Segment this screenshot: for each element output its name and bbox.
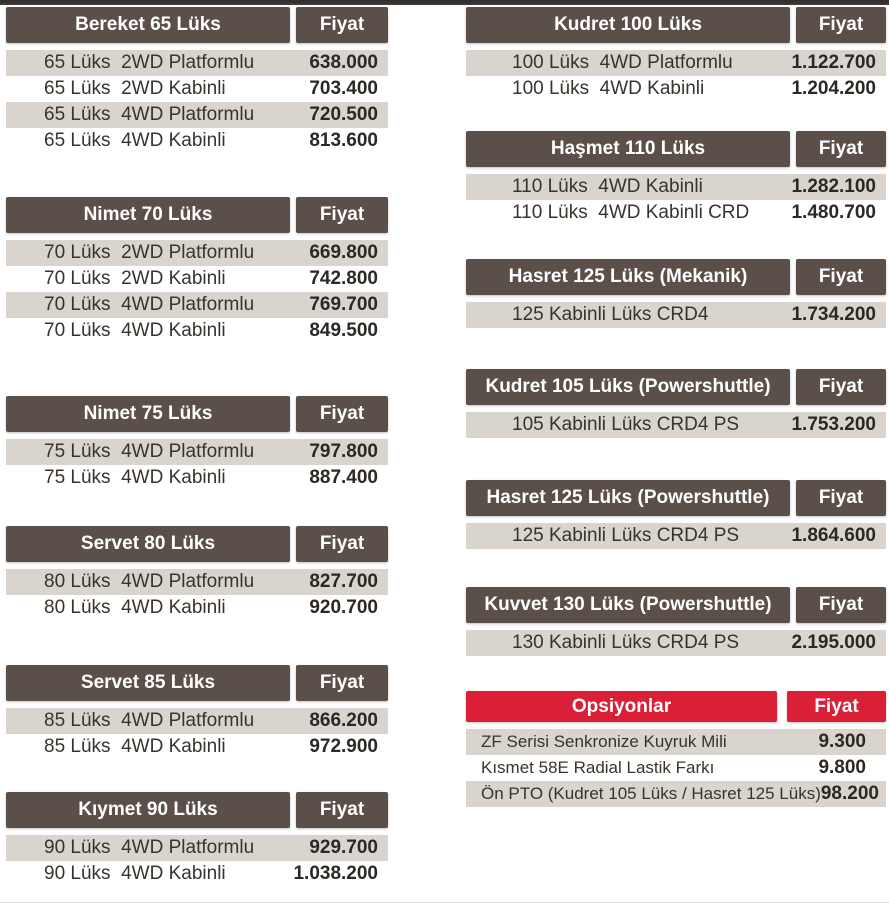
left-column <box>6 7 388 887</box>
price-row <box>6 292 388 318</box>
page-top-edge <box>0 0 889 5</box>
variant-name: 65 Lüks 4WD Platformlu <box>44 104 255 125</box>
variant-price: 669.800 <box>309 242 378 263</box>
price-row <box>466 302 886 328</box>
price-row <box>6 128 388 154</box>
price-row <box>6 318 388 344</box>
table-header <box>6 526 388 562</box>
price-table-servet-80 <box>6 526 388 621</box>
variant-name: 130 Kabinli Lüks CRD4 PS <box>512 632 740 653</box>
table-header <box>6 665 388 701</box>
variant-name: 110 Lüks 4WD Kabinli CRD <box>512 202 750 223</box>
variant-price: 929.700 <box>309 837 378 858</box>
table-header <box>466 480 886 516</box>
price-row <box>466 729 886 755</box>
variant-name: 70 Lüks 2WD Platformlu <box>44 242 255 263</box>
price-row <box>6 439 388 465</box>
table-title: Kudret 100 Lüks <box>466 7 790 43</box>
table-title: Bereket 65 Lüks <box>6 7 290 43</box>
price-row <box>466 412 886 438</box>
price-column-header: Fiyat <box>796 259 886 295</box>
variant-name: 70 Lüks 2WD Kabinli <box>44 268 226 289</box>
table-title: Hasret 125 Lüks (Mekanik) <box>466 259 790 295</box>
price-column-header: Fiyat <box>796 7 886 43</box>
variant-name: 100 Lüks 4WD Platformlu <box>512 52 733 73</box>
variant-price: 849.500 <box>309 320 378 341</box>
table-header <box>466 259 886 295</box>
variant-price: 769.700 <box>309 294 378 315</box>
variant-price: 720.500 <box>309 104 378 125</box>
variant-price: 1.734.200 <box>791 304 876 325</box>
variant-name: 85 Lüks 4WD Platformlu <box>44 710 255 731</box>
price-row <box>466 523 886 549</box>
table-title: Servet 80 Lüks <box>6 526 290 562</box>
table-title: Hasret 125 Lüks (Powershuttle) <box>466 480 790 516</box>
price-row <box>6 76 388 102</box>
price-table-hasmet-110 <box>466 131 886 226</box>
variant-name: 75 Lüks 4WD Platformlu <box>44 441 255 462</box>
variant-name: Ön PTO (Kudret 105 Lüks / Hasret 125 Lüks) <box>481 784 821 803</box>
price-column-header: Fiyat <box>296 197 388 233</box>
table-rows <box>6 439 388 491</box>
variant-price: 1.204.200 <box>791 78 876 99</box>
price-table-kuvvet-130-powershuttle <box>466 587 886 656</box>
variant-price: 742.800 <box>309 268 378 289</box>
table-header <box>6 792 388 828</box>
price-column-header: Fiyat <box>296 665 388 701</box>
variant-name: 125 Kabinli Lüks CRD4 <box>512 304 709 325</box>
variant-price: 703.400 <box>309 78 378 99</box>
price-column-header: Fiyat <box>296 7 388 43</box>
variant-price: 9.300 <box>818 731 866 752</box>
price-table-kudret-100 <box>466 7 886 102</box>
price-row <box>6 595 388 621</box>
variant-name: 65 Lüks 2WD Kabinli <box>44 78 226 99</box>
table-rows <box>466 50 886 102</box>
table-rows <box>466 630 886 656</box>
price-table-hasret-125-powershuttle <box>466 480 886 549</box>
variant-name: 65 Lüks 2WD Platformlu <box>44 52 255 73</box>
variant-name: 105 Kabinli Lüks CRD4 PS <box>512 414 740 435</box>
table-header <box>466 691 886 722</box>
table-title: Kudret 105 Lüks (Powershuttle) <box>466 369 790 405</box>
price-row <box>6 569 388 595</box>
table-title: Servet 85 Lüks <box>6 665 290 701</box>
variant-price: 1.038.200 <box>293 863 378 884</box>
variant-price: 972.900 <box>309 736 378 757</box>
variant-price: 827.700 <box>309 571 378 592</box>
table-title: Kıymet 90 Lüks <box>6 792 290 828</box>
price-table-kiymet-90 <box>6 792 388 887</box>
right-column <box>466 7 886 807</box>
variant-name: 90 Lüks 4WD Platformlu <box>44 837 255 858</box>
table-rows <box>466 302 886 328</box>
table-title: Haşmet 110 Lüks <box>466 131 790 167</box>
variant-price: 98.200 <box>820 783 879 804</box>
table-rows <box>466 729 886 807</box>
variant-price: 1.282.100 <box>791 176 876 197</box>
variant-price: 920.700 <box>309 597 378 618</box>
price-column-header: Fiyat <box>796 587 886 623</box>
variant-price: 638.000 <box>309 52 378 73</box>
table-rows <box>6 708 388 760</box>
price-row <box>466 50 886 76</box>
table-header <box>466 7 886 43</box>
variant-name: 75 Lüks 4WD Kabinli <box>44 467 226 488</box>
price-row <box>6 50 388 76</box>
variant-name: Kısmet 58E Radial Lastik Farkı <box>481 758 715 777</box>
table-title: Opsiyonlar <box>466 691 777 722</box>
variant-name: 100 Lüks 4WD Kabinli <box>512 78 705 99</box>
variant-name: 70 Lüks 4WD Platformlu <box>44 294 255 315</box>
variant-name: 80 Lüks 4WD Platformlu <box>44 571 255 592</box>
table-rows <box>6 569 388 621</box>
price-table-servet-85 <box>6 665 388 760</box>
price-row <box>6 835 388 861</box>
price-table-nimet-70 <box>6 197 388 344</box>
price-table-kudret-105-powershuttle <box>466 369 886 438</box>
table-title: Nimet 70 Lüks <box>6 197 290 233</box>
table-header <box>6 197 388 233</box>
variant-price: 1.480.700 <box>791 202 876 223</box>
price-row <box>466 174 886 200</box>
price-row <box>6 861 388 887</box>
variant-price: 1.122.700 <box>791 52 876 73</box>
price-row <box>6 465 388 491</box>
price-row <box>6 266 388 292</box>
price-column-header: Fiyat <box>296 396 388 432</box>
table-rows <box>466 412 886 438</box>
variant-price: 1.864.600 <box>791 525 876 546</box>
price-column-header: Fiyat <box>787 691 886 722</box>
price-table-opsiyonlar <box>466 691 886 807</box>
variant-price: 813.600 <box>309 130 378 151</box>
table-rows <box>466 523 886 549</box>
variant-price: 866.200 <box>309 710 378 731</box>
page-bottom-edge <box>0 902 889 903</box>
table-header <box>466 131 886 167</box>
price-table-hasret-125-mekanik <box>466 259 886 328</box>
table-rows <box>6 240 388 344</box>
variant-price: 2.195.000 <box>791 632 876 653</box>
variant-name: 110 Lüks 4WD Kabinli <box>512 176 703 197</box>
table-header <box>6 7 388 43</box>
price-row <box>466 755 886 781</box>
variant-price: 9.800 <box>818 757 866 778</box>
variant-name: 65 Lüks 4WD Kabinli <box>44 130 226 151</box>
price-column-header: Fiyat <box>796 480 886 516</box>
variant-name: 80 Lüks 4WD Kabinli <box>44 597 226 618</box>
price-table-nimet-75 <box>6 396 388 491</box>
variant-price: 797.800 <box>309 441 378 462</box>
price-row <box>6 708 388 734</box>
table-title: Kuvvet 130 Lüks (Powershuttle) <box>466 587 790 623</box>
price-column-header: Fiyat <box>796 131 886 167</box>
price-row <box>466 76 886 102</box>
price-row <box>466 630 886 656</box>
table-rows <box>466 174 886 226</box>
variant-price: 1.753.200 <box>791 414 876 435</box>
price-row <box>6 734 388 760</box>
variant-name: 70 Lüks 4WD Kabinli <box>44 320 226 341</box>
variant-name: ZF Serisi Senkronize Kuyruk Mili <box>481 732 727 751</box>
price-row <box>466 781 886 807</box>
price-column-header: Fiyat <box>796 369 886 405</box>
price-row <box>6 102 388 128</box>
price-column-header: Fiyat <box>296 526 388 562</box>
price-column-header: Fiyat <box>296 792 388 828</box>
price-row <box>6 240 388 266</box>
variant-name: 125 Kabinli Lüks CRD4 PS <box>512 525 740 546</box>
table-title: Nimet 75 Lüks <box>6 396 290 432</box>
table-rows <box>6 50 388 154</box>
table-header <box>466 587 886 623</box>
variant-name: 90 Lüks 4WD Kabinli <box>44 863 226 884</box>
variant-price: 887.400 <box>309 467 378 488</box>
price-row <box>466 200 886 226</box>
variant-name: 85 Lüks 4WD Kabinli <box>44 736 226 757</box>
table-rows <box>6 835 388 887</box>
price-table-bereket-65 <box>6 7 388 154</box>
table-header <box>6 396 388 432</box>
table-header <box>466 369 886 405</box>
